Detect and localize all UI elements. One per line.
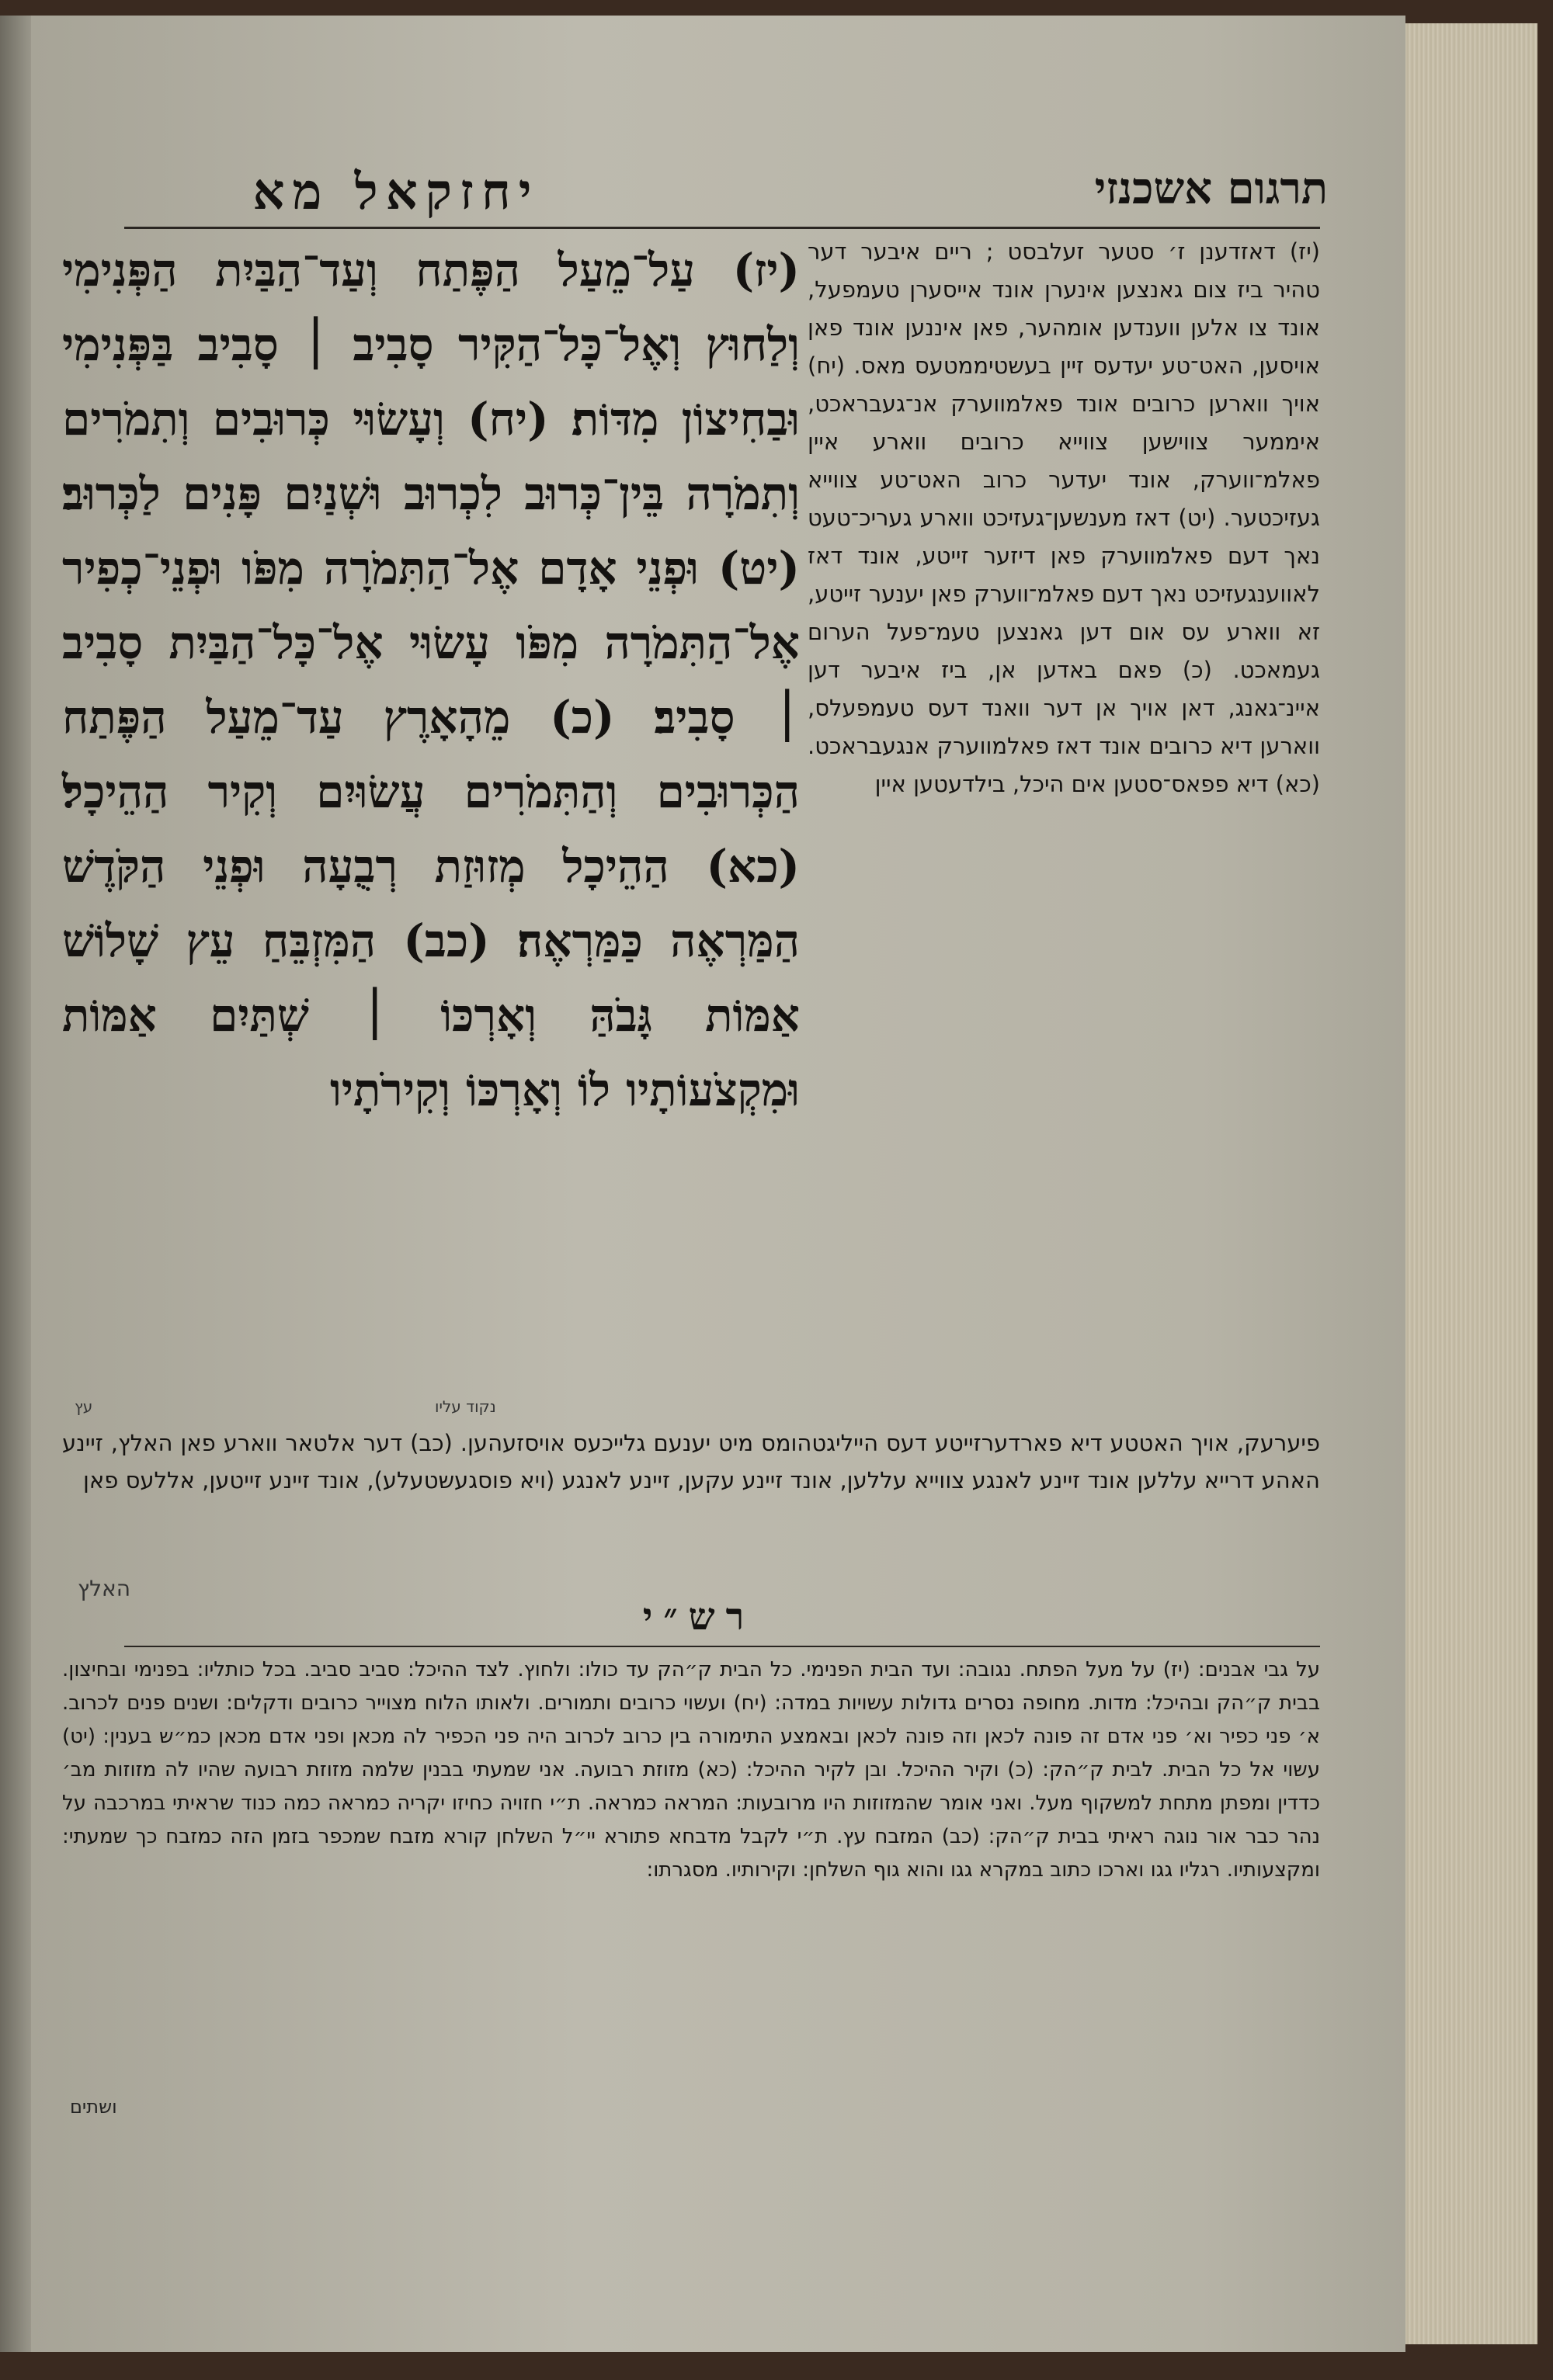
targum-header: תרגום אשכנזי (1094, 163, 1328, 214)
rashi-commentary: על גבי אבנים: (יז) על מעל הפתח. נגובה: ועד הבית הפנימי. כל הבית ק״הק עד כולו: ולחוץ. לצד ההיכל: סביב סביב. בכל כותליו: בפנימי ובחיצון. בבית ק״הק ובהיכל: מדות. מחופה נסרים גדולות עשויות במדה: (יח) ועשוי כרובים ותמורים. ולאותו הלוח מצוייר כרובים ודקלים: ושנים פנים לכרוב. א׳ פני כפיר וא׳ פני אדם זה פונה לכאן וזה פונה לכאן ובאמצע התימורה בין כרוב לכרוב היה פני הכפיר לה מכאן ופני אדם מכאן כמ״ש בענין: (יט) עשוי אל כל הבית. לבית ק״הק: (כ) וקיר ההיכל. ובן לקיר ההיכל: (כא) מזוזת רבועה. אני שמעתי בבנין שלמה מזוזת רבועה שהיו לה מזוזות מב׳ כדדין ומפתן מתחת למשקוף מעל. ואני אומר שהמזוזות היו מרובעות: המראה כמראה. ת״י חזויה כחיזו יקריה כמראה כמה כנוד שראיתי במרכבה על נהר כבר אור נוגה ראיתי בבית ק״הק: (כב) המזבח עץ. ת״י לקבל מדבחא פתורא יי״ל השלחן קורא מזבח שמכפר בזמן הזה כמזבח כך שמעתי: ומקצעותיו. רגליו גגו וארכו כתוב במקרא גגו והוא גוף השלחן: וקירותיו. מסגרתו: (62, 1658, 1320, 1882)
chapter-header: יחזקאל מא (252, 163, 540, 221)
rashi-catchword: ושתים (70, 2096, 117, 2118)
header-rule (124, 227, 1320, 229)
scripture-column: (יז) עַל־מֵעַל הַפֶּתַח וְעַד־הַבַּיִת הַפְּנִימִי וְלַחוּץ וְאֶל־כָּל־הַקִּיר סָבִיב ׀ סָבִיב בַּפְּנִימִי וּבַחִיצוֹן מִדּוֹת׃ (יח) וְעָשׂוּי כְּרוּבִים וְתִמֹרִים וְתִמֹרָה בֵּין־כְּרוּב לִכְרוּב וּשְׁנַיִם פָּנִים לַכְּרוּב׃ (יט) וּפְנֵי אָדָם אֶל־הַתִּמֹרָה מִפֹּו וּפְנֵי־כְפִיר אֶל־הַתִּמֹרָה מִפֹּו עָשׂוּי אֶל־כָּל־הַבַּיִת סָבִיב ׀ סָבִיב׃ (כ) מֵהָאָרֶץ עַד־מֵעַל הַפֶּתַח הַכְּרוּבִים וְהַתִּמֹרִים עֲשׂוּיִם וְקִיר הַהֵיכָל׃ (כא) הַהֵיכָל מְזוּזַת רְבֻעָה וּפְנֵי הַקֹּדֶשׁ הַמַּרְאֶה כַּמַּרְאֶה׃ (כב) הַמִּזְבֵּחַ עֵץ שָׁלוֹשׁ אַמּוֹת גָּבֹהַּ וְאָרְכּוֹ ׀ שְׁתַּיִם אַמּוֹת וּמִקְצֹעוֹתָיו לוֹ וְאָרְכּוֹ וְקִירֹתָיו (62, 244, 800, 1116)
scripture-note: נקוד עליו (435, 1397, 496, 1416)
targum-continuation: פיערעק, אויך האטטע דיא פארדערזייטע דעס הייליגטהומס מיט יענעם גלייכעס אויסזעהען. (כב) דער אלטאר ווארע פאן האלץ, זיינע האהע דרייא עללען אונד זיינע לאנגע צווייא עללען, אונד זיינע עקען, זיינע לאנגע (ויא פוסגעשטעלע), אונד זיינע זייטען, אללעס פאן (62, 1430, 1320, 1494)
rashi-title: רש״י (642, 1595, 756, 1639)
rashi-rule (124, 1646, 1320, 1647)
scripture-catchword: עץ (75, 1397, 93, 1416)
targum-catchword: האלץ (78, 1576, 131, 1601)
page-fore-edge (1405, 23, 1537, 2344)
previous-page-edge (0, 16, 31, 2352)
targum-column: (יז) דאזדענן ז׳ סטער זעלבסט ; ריים איבער דער טהיר ביז צום גאנצען אינערן אונד אייסערן טעמפעל, אונד צו אלען ווענדען אומהער, פאן איננען אונד פאן אויסען, האט־טע יעדעס זיין בעשטיממטעס מאס. (יח) אויך ווארען כרובים אונד פאלמווערק אנ־געבראכט, איממער צווישען צווייא כרובים ווארע איין פאלמ־ווערק, אונד יעדער כרוב האט־טע צווייא געזיכטער. (יט) דאז מענשען־געזיכט ווארע געריכ־טעט נאך דעם פאלמווערק פאן דיזער זייטע, אונד דאז לאווענגעזיכט נאך דעם פאלמ־ווערק פאן יענער זייטע, זא ווארע עס אום דען גאנצען טעמ־פעל הערום געמאכט. (כ) פאם באדען אן, ביז איבער דען איינ־גאנג, דאן אויך אן דער וואנד דעס טעמפעלס, ווארען דיא כרובים אונד דאז פאלמווערק אנגעבראכט. (כא) דיא פפאס־סטען אים היכל, בילדעטען איין (808, 238, 1320, 797)
